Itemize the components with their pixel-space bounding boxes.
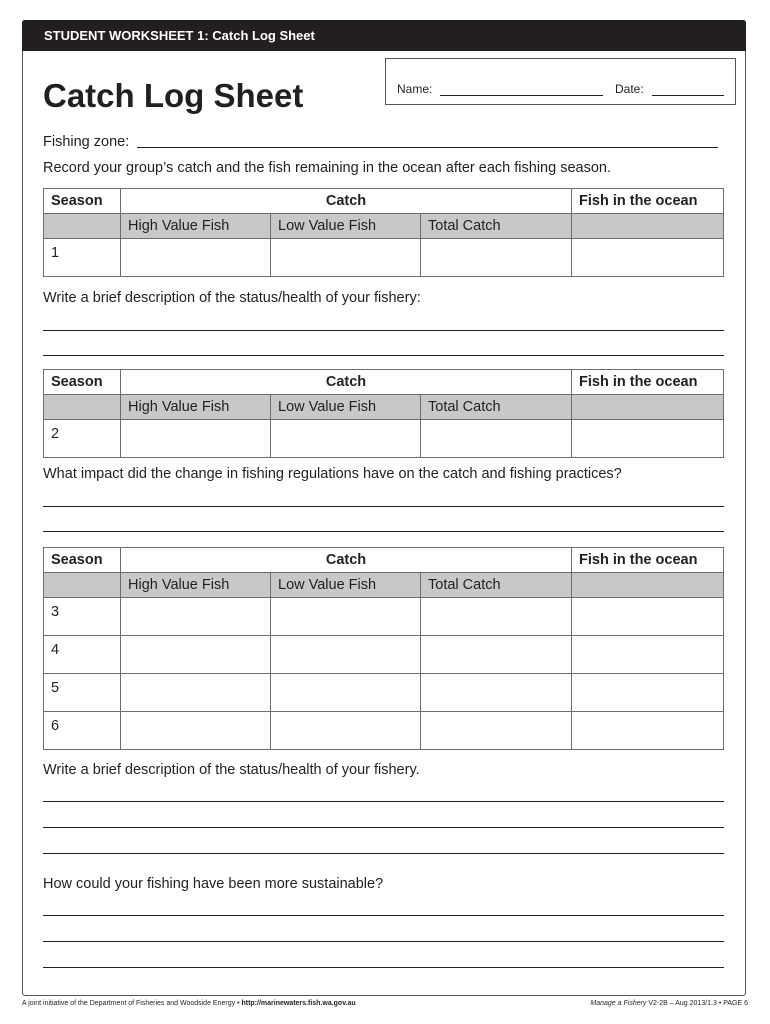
total-catch-cell[interactable] bbox=[421, 598, 572, 636]
low-value-header: Low Value Fish bbox=[271, 214, 421, 239]
table-row bbox=[44, 239, 724, 277]
fishing-zone-field[interactable] bbox=[137, 147, 718, 148]
low-value-cell[interactable] bbox=[271, 239, 421, 277]
high-value-header: High Value Fish bbox=[121, 573, 271, 598]
answer-line[interactable] bbox=[43, 915, 724, 916]
low-value-header: Low Value Fish bbox=[271, 395, 421, 420]
season-subheader-blank bbox=[44, 395, 121, 420]
answer-line[interactable] bbox=[43, 330, 724, 331]
footer-right bbox=[590, 1000, 748, 1007]
date-label: Date: bbox=[615, 82, 644, 96]
footer-separator: • bbox=[237, 1000, 242, 1007]
instructions: Record your group’s catch and the fish remaining in the ocean after each fishing season. bbox=[43, 160, 611, 176]
total-catch-cell[interactable] bbox=[421, 636, 572, 674]
high-value-cell[interactable] bbox=[121, 674, 271, 712]
fish-in-ocean-cell[interactable] bbox=[572, 636, 724, 674]
low-value-cell[interactable] bbox=[271, 636, 421, 674]
footer-credit: A joint initiative of the Department of Fisheries and Woodside Energy bbox=[22, 1000, 236, 1007]
catch-header: Catch bbox=[121, 548, 572, 573]
total-catch-cell[interactable] bbox=[421, 420, 572, 458]
table-row bbox=[44, 636, 724, 674]
season-header: Season bbox=[44, 370, 121, 395]
fish-in-ocean-header: Fish in the ocean bbox=[572, 189, 724, 214]
season-number: 4 bbox=[44, 636, 121, 674]
fish-in-ocean-cell[interactable] bbox=[572, 239, 724, 277]
table-row bbox=[44, 598, 724, 636]
high-value-cell[interactable] bbox=[121, 712, 271, 750]
answer-line[interactable] bbox=[43, 801, 724, 802]
season-subheader-blank bbox=[44, 573, 121, 598]
page-title: Catch Log Sheet bbox=[43, 77, 304, 114]
total-catch-header: Total Catch bbox=[421, 573, 572, 598]
total-catch-cell[interactable] bbox=[421, 239, 572, 277]
footer-left bbox=[22, 1000, 356, 1007]
fish-in-ocean-cell[interactable] bbox=[572, 674, 724, 712]
high-value-cell[interactable] bbox=[121, 239, 271, 277]
catch-table-1 bbox=[43, 188, 724, 277]
season-subheader-blank bbox=[44, 214, 121, 239]
catch-header: Catch bbox=[121, 189, 572, 214]
table-row bbox=[44, 674, 724, 712]
answer-line[interactable] bbox=[43, 355, 724, 356]
question-1: Write a brief description of the status/health of your fishery: bbox=[43, 290, 421, 306]
ocean-subheader-blank bbox=[572, 395, 724, 420]
high-value-header: High Value Fish bbox=[121, 214, 271, 239]
footer-url[interactable]: http://marinewaters.fish.wa.gov.au bbox=[241, 1000, 356, 1007]
high-value-cell[interactable] bbox=[121, 598, 271, 636]
name-field[interactable] bbox=[440, 95, 603, 96]
season-header: Season bbox=[44, 548, 121, 573]
catch-header: Catch bbox=[121, 370, 572, 395]
total-catch-cell[interactable] bbox=[421, 674, 572, 712]
season-number: 2 bbox=[44, 420, 121, 458]
fish-in-ocean-cell[interactable] bbox=[572, 598, 724, 636]
question-4: How could your fishing have been more sustainable? bbox=[43, 876, 384, 892]
season-number: 3 bbox=[44, 598, 121, 636]
season-number: 5 bbox=[44, 674, 121, 712]
date-field[interactable] bbox=[652, 95, 724, 96]
fish-in-ocean-header: Fish in the ocean bbox=[572, 370, 724, 395]
catch-table-2 bbox=[43, 369, 724, 458]
low-value-header: Low Value Fish bbox=[271, 573, 421, 598]
ocean-subheader-blank bbox=[572, 214, 724, 239]
high-value-header: High Value Fish bbox=[121, 395, 271, 420]
fish-in-ocean-header: Fish in the ocean bbox=[572, 548, 724, 573]
low-value-cell[interactable] bbox=[271, 420, 421, 458]
footer-page-info: V2-2B – Aug 2013/1.3 • PAGE 6 bbox=[646, 1000, 748, 1007]
worksheet-header-bar: STUDENT WORKSHEET 1: Catch Log Sheet bbox=[22, 20, 746, 51]
low-value-cell[interactable] bbox=[271, 712, 421, 750]
total-catch-cell[interactable] bbox=[421, 712, 572, 750]
table-row bbox=[44, 712, 724, 750]
season-header: Season bbox=[44, 189, 121, 214]
question-2: What impact did the change in fishing regulations have on the catch and fishing practices? bbox=[43, 466, 622, 482]
name-date-box bbox=[385, 58, 736, 105]
footer-doc-title: Manage a Fishery bbox=[590, 1000, 647, 1007]
season-number: 1 bbox=[44, 239, 121, 277]
ocean-subheader-blank bbox=[572, 573, 724, 598]
answer-line[interactable] bbox=[43, 941, 724, 942]
catch-table-3 bbox=[43, 547, 724, 750]
answer-line[interactable] bbox=[43, 967, 724, 968]
fishing-zone-label: Fishing zone: bbox=[43, 134, 130, 150]
high-value-cell[interactable] bbox=[121, 636, 271, 674]
total-catch-header: Total Catch bbox=[421, 395, 572, 420]
answer-line[interactable] bbox=[43, 827, 724, 828]
fish-in-ocean-cell[interactable] bbox=[572, 712, 724, 750]
table-row bbox=[44, 420, 724, 458]
high-value-cell[interactable] bbox=[121, 420, 271, 458]
answer-line[interactable] bbox=[43, 531, 724, 532]
answer-line[interactable] bbox=[43, 853, 724, 854]
low-value-cell[interactable] bbox=[271, 598, 421, 636]
total-catch-header: Total Catch bbox=[421, 214, 572, 239]
name-label: Name: bbox=[397, 82, 433, 96]
answer-line[interactable] bbox=[43, 506, 724, 507]
low-value-cell[interactable] bbox=[271, 674, 421, 712]
season-number: 6 bbox=[44, 712, 121, 750]
fish-in-ocean-cell[interactable] bbox=[572, 420, 724, 458]
question-3: Write a brief description of the status/health of your fishery. bbox=[43, 762, 420, 778]
